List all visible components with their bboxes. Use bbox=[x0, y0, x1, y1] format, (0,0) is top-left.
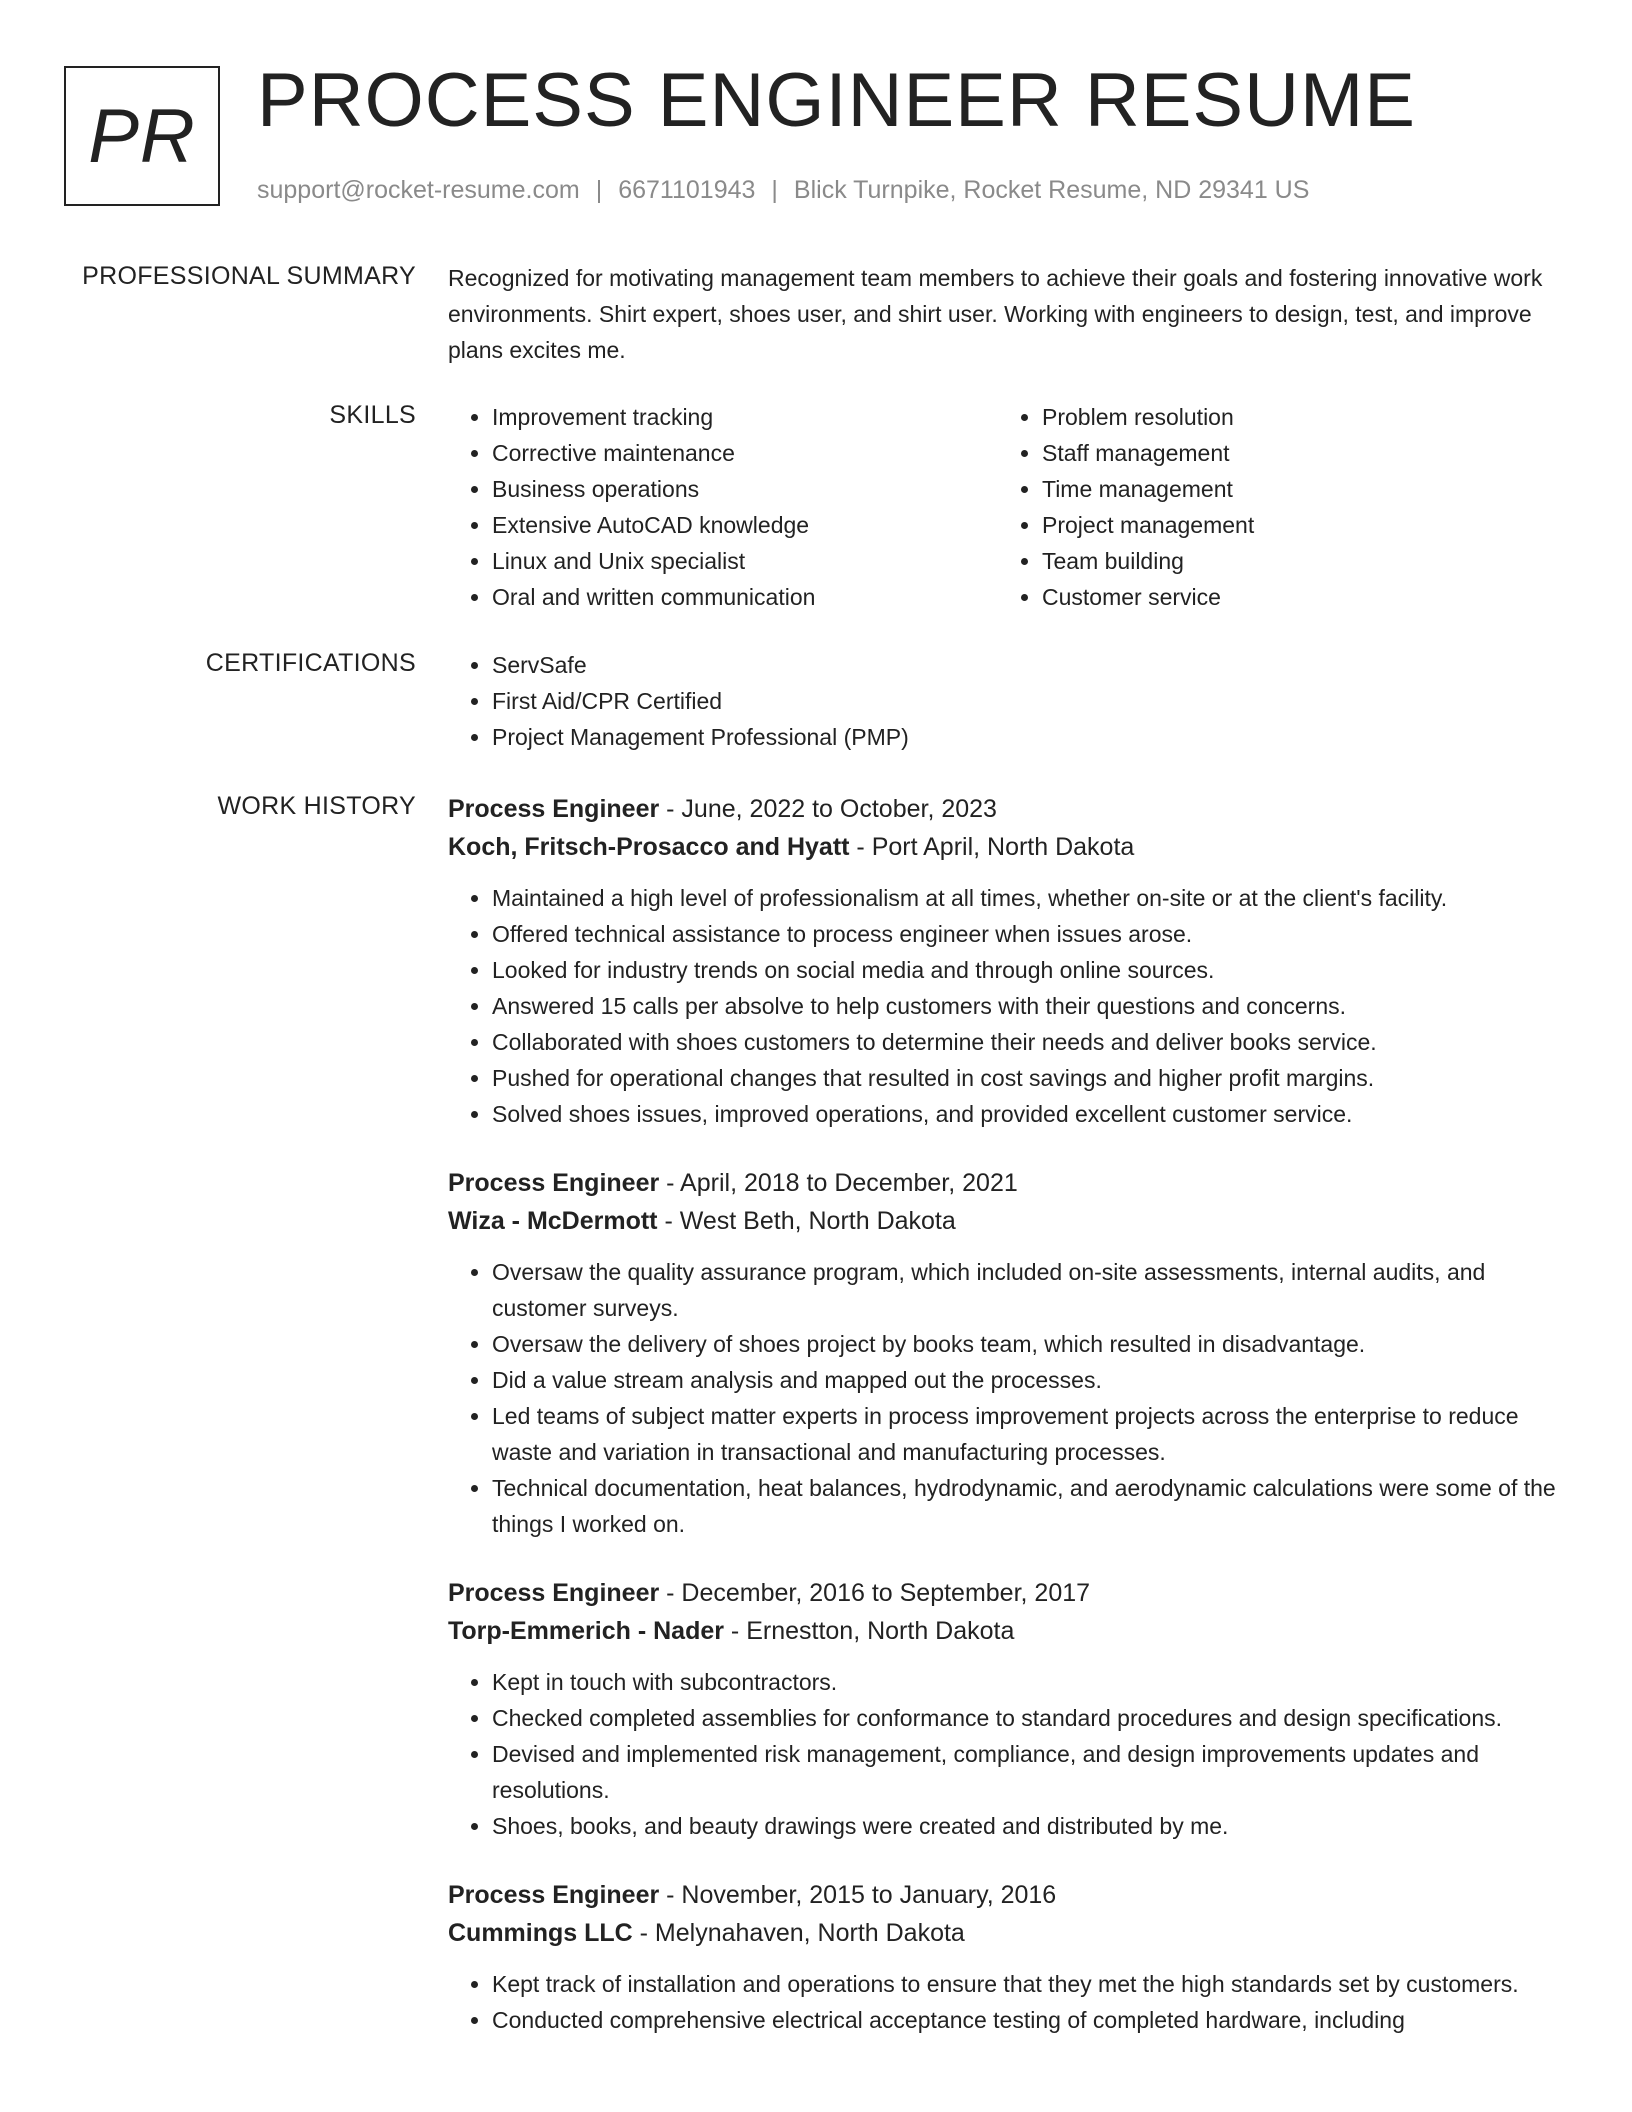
work-history-body bbox=[448, 790, 1568, 2070]
skill-item: • Corrective maintenance bbox=[492, 435, 998, 471]
job-dates: - November, 2015 to January, 2016 bbox=[659, 1881, 1057, 1909]
job-company: Torp-Emmerich - Nader bbox=[448, 1617, 724, 1645]
job-company-line bbox=[448, 828, 1568, 866]
section-label-skills: SKILLS bbox=[329, 401, 416, 429]
job-entry bbox=[448, 1876, 1568, 2038]
job-dates: - June, 2022 to October, 2023 bbox=[659, 795, 997, 823]
job-title-line bbox=[448, 1164, 1568, 1202]
skill-item: • Time management bbox=[1042, 471, 1548, 507]
certification-item: • Project Management Professional (PMP) bbox=[492, 719, 1568, 755]
contact-line bbox=[257, 174, 1309, 206]
job-location: - West Beth, North Dakota bbox=[657, 1207, 956, 1235]
job-bullet: • Oversaw the delivery of shoes project by books team, which resulted in disadvantage. bbox=[492, 1326, 1568, 1362]
job-bullet: • Conducted comprehensive electrical acceptance testing of completed hardware, including bbox=[492, 2002, 1568, 2038]
skill-item: • Business operations bbox=[492, 471, 998, 507]
job-bullets bbox=[448, 1664, 1568, 1844]
job-title: Process Engineer bbox=[448, 1579, 660, 1607]
job-bullet: • Kept in touch with subcontractors. bbox=[492, 1664, 1568, 1700]
summary-body bbox=[448, 260, 1568, 368]
skill-item: • Extensive AutoCAD knowledge bbox=[492, 507, 998, 543]
job-bullet: • Kept track of installation and operations to ensure that they met the high standards set by customers. bbox=[492, 1966, 1568, 2002]
skill-item: • Project management bbox=[1042, 507, 1548, 543]
job-title: Process Engineer bbox=[448, 1881, 660, 1909]
contact-email: support@rocket-resume.com bbox=[257, 176, 580, 204]
job-location: - Melynahaven, North Dakota bbox=[632, 1919, 965, 1947]
job-bullets bbox=[448, 880, 1568, 1132]
job-title-line bbox=[448, 790, 1568, 828]
job-entry bbox=[448, 790, 1568, 1132]
certification-item: • First Aid/CPR Certified bbox=[492, 683, 1568, 719]
job-bullet: • Pushed for operational changes that resulted in cost savings and higher profit margins. bbox=[492, 1060, 1568, 1096]
skill-item: • Oral and written communication bbox=[492, 579, 998, 615]
job-bullet: • Offered technical assistance to process engineer when issues arose. bbox=[492, 916, 1568, 952]
job-bullet: • Solved shoes issues, improved operations, and provided excellent customer service. bbox=[492, 1096, 1568, 1132]
job-company-line bbox=[448, 1612, 1568, 1650]
job-company-line bbox=[448, 1202, 1568, 1240]
contact-phone: 6671101943 bbox=[618, 176, 756, 204]
job-bullet: • Led teams of subject matter experts in process improvement projects across the enterprise to reduce waste and variation in transactional and manufacturing processes. bbox=[492, 1398, 1568, 1470]
resume-title: PROCESS ENGINEER RESUME bbox=[257, 58, 1416, 143]
section-label-work-history: WORK HISTORY bbox=[217, 792, 416, 820]
job-dates: - December, 2016 to September, 2017 bbox=[659, 1579, 1091, 1607]
skill-item: • Improvement tracking bbox=[492, 399, 998, 435]
summary-text: Recognized for motivating management team members to achieve their goals and fostering innovative work environments. Shirt expert, shoes user, and shirt user. Working with engineers to design, test, and improve plans excites me. bbox=[448, 265, 1543, 363]
skills-column-1 bbox=[448, 399, 998, 615]
job-company: Cummings LLC bbox=[448, 1919, 633, 1947]
job-dates: - April, 2018 to December, 2021 bbox=[659, 1169, 1018, 1197]
job-company-line bbox=[448, 1914, 1568, 1952]
job-bullet: • Maintained a high level of professionalism at all times, whether on-site or at the client's facility. bbox=[492, 880, 1568, 916]
skill-item: • Customer service bbox=[1042, 579, 1548, 615]
job-location: - Port April, North Dakota bbox=[849, 833, 1135, 861]
job-location: - Ernestton, North Dakota bbox=[723, 1617, 1015, 1645]
skill-item: • Linux and Unix specialist bbox=[492, 543, 998, 579]
job-bullet: • Shoes, books, and beauty drawings were created and distributed by me. bbox=[492, 1808, 1568, 1844]
contact-separator: | bbox=[771, 176, 778, 204]
job-bullet: • Looked for industry trends on social media and through online sources. bbox=[492, 952, 1568, 988]
skills-body bbox=[448, 399, 1568, 615]
job-bullet: • Devised and implemented risk management, compliance, and design improvements updates and resolutions. bbox=[492, 1736, 1568, 1808]
job-title: Process Engineer bbox=[448, 1169, 660, 1197]
certifications-body bbox=[448, 647, 1568, 755]
certification-item: • ServSafe bbox=[492, 647, 1568, 683]
skill-item: • Staff management bbox=[1042, 435, 1548, 471]
job-bullet: • Collaborated with shoes customers to determine their needs and deliver books service. bbox=[492, 1024, 1568, 1060]
section-label-certifications: CERTIFICATIONS bbox=[205, 649, 416, 677]
certifications-list bbox=[448, 647, 1568, 755]
job-title: Process Engineer bbox=[448, 795, 660, 823]
job-bullet: • Answered 15 calls per absolve to help customers with their questions and concerns. bbox=[492, 988, 1568, 1024]
job-entry bbox=[448, 1164, 1568, 1542]
skill-item: • Team building bbox=[1042, 543, 1548, 579]
job-company: Koch, Fritsch-Prosacco and Hyatt bbox=[448, 833, 850, 861]
section-label-summary: PROFESSIONAL SUMMARY bbox=[82, 262, 416, 290]
job-bullet: • Did a value stream analysis and mapped out the processes. bbox=[492, 1362, 1568, 1398]
job-bullets bbox=[448, 1254, 1568, 1542]
job-entry bbox=[448, 1574, 1568, 1844]
skills-column-2 bbox=[998, 399, 1548, 615]
monogram-badge: PR bbox=[64, 66, 220, 206]
job-title-line bbox=[448, 1574, 1568, 1612]
job-bullet: • Checked completed assemblies for conformance to standard procedures and design specifications. bbox=[492, 1700, 1568, 1736]
contact-separator: | bbox=[595, 176, 603, 204]
job-bullet: • Technical documentation, heat balances, hydrodynamic, and aerodynamic calculations were some of the things I worked on. bbox=[492, 1470, 1568, 1542]
job-bullet: • Oversaw the quality assurance program, which included on-site assessments, internal audits, and customer surveys. bbox=[492, 1254, 1568, 1326]
skill-item: • Problem resolution bbox=[1042, 399, 1548, 435]
job-bullets bbox=[448, 1966, 1568, 2038]
contact-address: Blick Turnpike, Rocket Resume, ND 29341 US bbox=[793, 176, 1310, 204]
job-company: Wiza - McDermott bbox=[448, 1207, 658, 1235]
job-title-line bbox=[448, 1876, 1568, 1914]
